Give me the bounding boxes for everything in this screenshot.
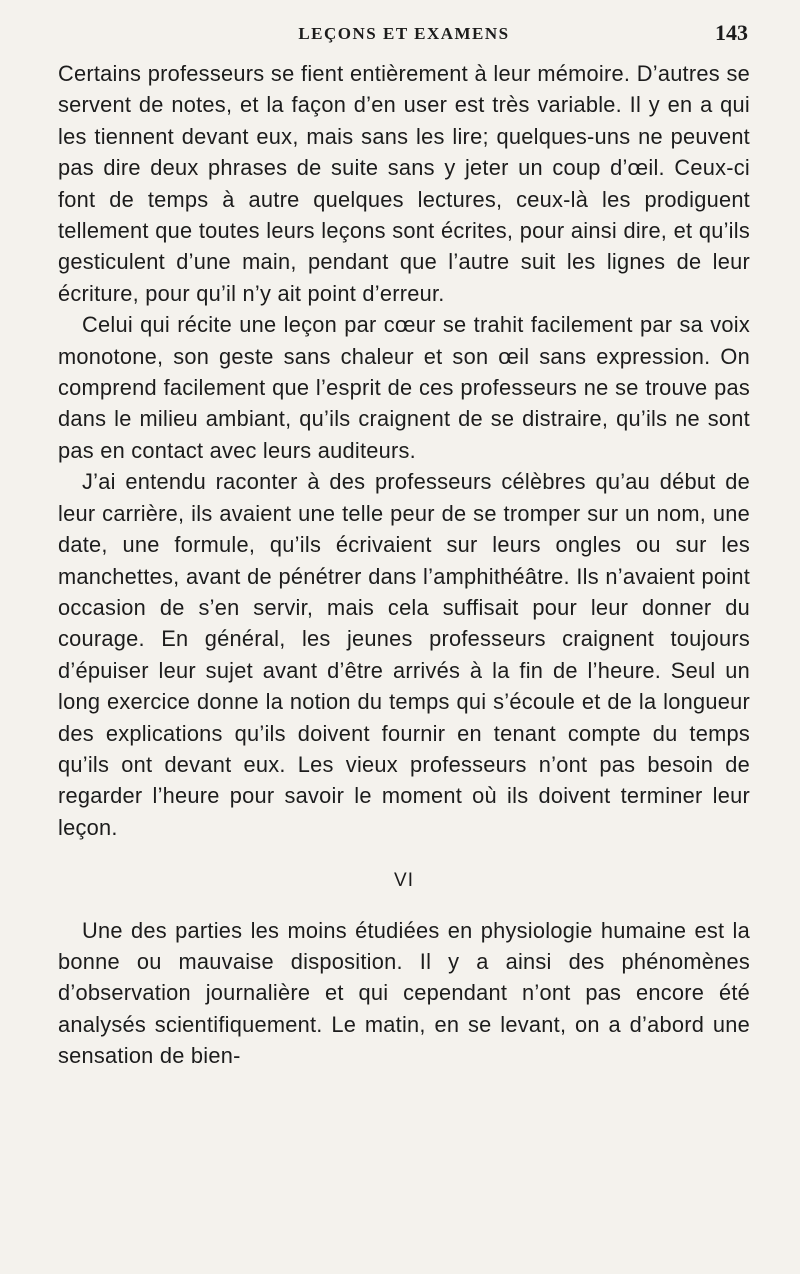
paragraph-1: Certains professeurs se fient entièrement à leur mémoire. D’autres se servent de notes, et la façon d’en user est très variable. Il y en a qui les tiennent devant eux, mais sans les lire; quelques-uns ne peuvent pas dire deux phrases de suite sans y jeter un coup d’œil. Ceux-ci font de temps à autre quelques lectures, ceux-là les prodiguent tellement que toutes leurs leçons sont écrites, pour ainsi dire, et qu’ils gesticulent d’une main, pendant que l’autre suit les lignes de leur écriture, pour qu’il n’y ait point d’erreur.: [58, 61, 750, 306]
section-number: VI: [394, 870, 414, 892]
section-paragraph: Une des parties les moins étudiées en physiologie humaine est la bonne ou mauvaise disposition. Il y a ainsi des phénomènes d’observation journalière et qui cependant n’ont pas encore été analysés scientifiquement. Le matin, en se levant, on a d’abord une sensation de bien-: [58, 917, 750, 1069]
paragraph-2: Celui qui récite une leçon par cœur se trahit facilement par sa voix monotone, son geste sans chaleur et son œil sans expression. On comprend facilement que l’esprit de ces professeurs ne se trouve pas dans le milieu ambiant, qu’ils craignent de se distraire, qu’ils ne sont pas en contact avec leurs auditeurs.: [58, 312, 750, 463]
running-head: LEÇONS ET EXAMENS: [298, 24, 510, 43]
paragraph-3: J’ai entendu raconter à des professeurs célèbres qu’au début de leur carrière, ils avaient une telle peur de se tromper sur un nom, une date, une formule, qu’ils écrivaient sur leurs ongles ou sur les manchettes, avant de pénétrer dans l’amphithéâtre. Ils n’avaient point occasion de s’en servir, mais cela suffisait pour leur donner du courage. En général, les jeunes professeurs craignent toujours d’épuiser leur sujet avant d’être arrivés à la fin de l’heure. Seul un long exercice donne la notion du temps qui s’écoule et de la longueur des explications qu’ils doivent fournir en tenant compte du temps qu’ils ont devant eux. Les vieux professeurs n’ont pas besoin de regarder l’heure pour savoir le moment où ils doivent terminer leur leçon.: [58, 469, 750, 840]
page-header: [58, 18, 750, 58]
book-page: [58, 18, 750, 1072]
body-text: [58, 58, 750, 1072]
page-number: 143: [715, 20, 748, 45]
